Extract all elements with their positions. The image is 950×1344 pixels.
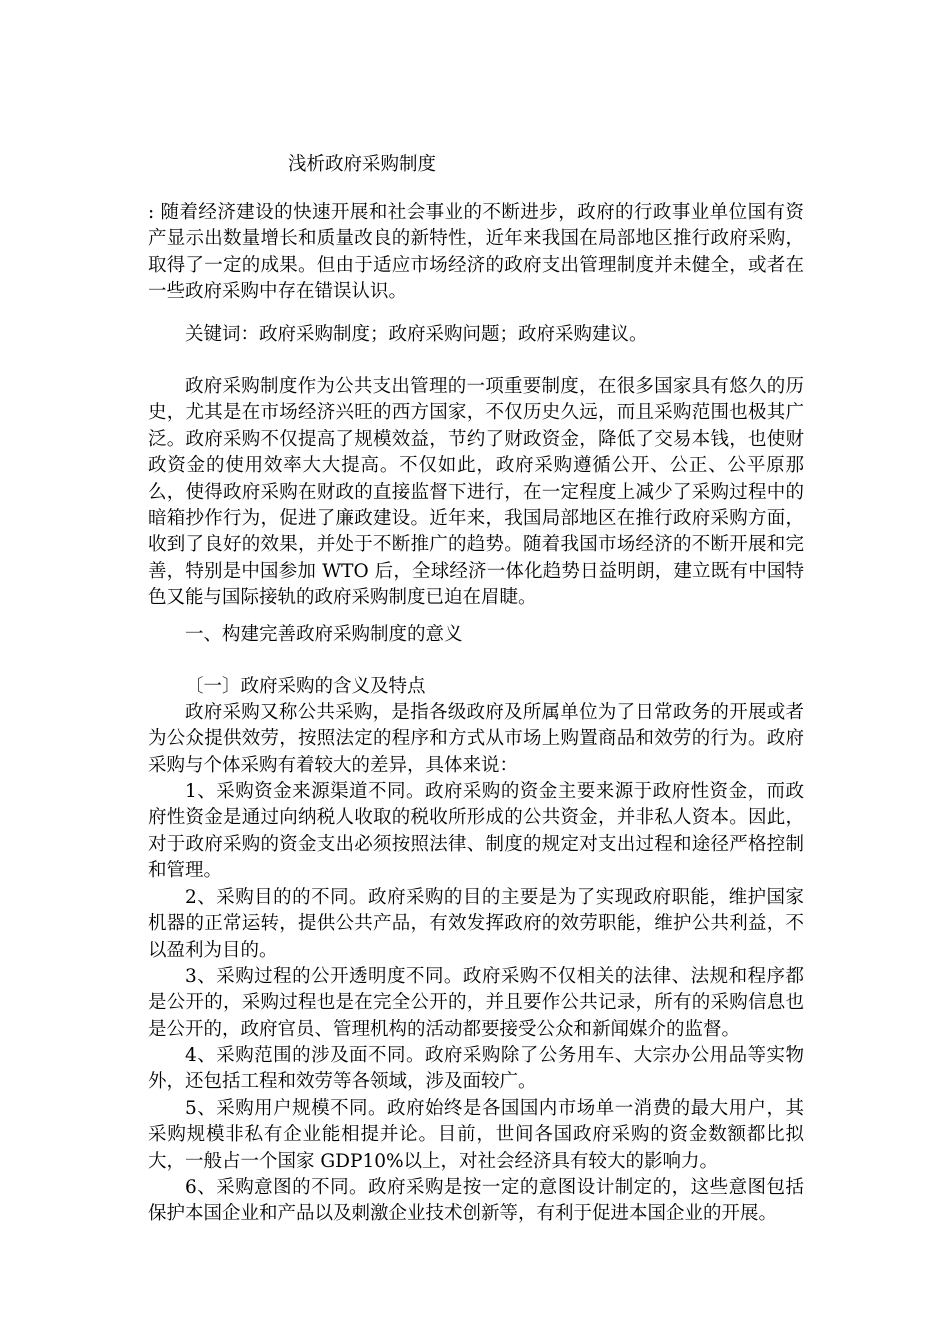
point-paragraph-4: 4、采购范围的涉及面不同。政府采购除了公务用车、大宗办公用品等实物外，还包括工程和效劳等各领域，涉及面较广。 [148, 1045, 804, 1093]
subsection-heading: 〔一〕政府采购的含义及特点 [185, 676, 426, 697]
document-title: 浅析政府采购制度 [288, 154, 437, 175]
point-paragraph-5: 5、采购用户规模不同。政府始终是各国国内市场单一消费的最大用户，其采购规模非私有企业能相提并论。目前，世间各国政府采购的资金数额都比拟大，一般占一个国家 GDP10%以上，对社会经济具有较大的影响力。 [148, 1098, 804, 1172]
abstract-paragraph: : 随着经济建设的快速开展和社会事业的不断进步，政府的行政事业单位国有资产显示出数量增长和质量改良的新特性，近年来我国在局部地区推行政府采购，取得了一定的成果。但由于适应市场经济的政府支出管理制度并未健全，或者在一些政府采购中存在错误认识。 [148, 202, 804, 303]
keywords-line: 关键词：政府采购制度；政府采购问题；政府采购建议。 [185, 324, 648, 345]
point-paragraph-6: 6、采购意图的不同。政府采购是按一定的意图设计制定的，这些意图包括保护本国企业和产品以及刺激企业技术创新等，有利于促进本国企业的开展。 [148, 1177, 804, 1225]
point-paragraph-1: 1、采购资金来源渠道不同。政府采购的资金主要来源于政府性资金，而政府性资金是通过向纳税人收取的税收所形成的公共资金，并非私人资本。因此，对于政府采购的资金支出必须按照法律、制度的规定对支出过程和途径严格控制和管理。 [148, 781, 804, 882]
point-paragraph-2: 2、采购目的的不同。政府采购的目的主要是为了实现政府职能，维护国家机器的正常运转，提供公共产品，有效发挥政府的效劳职能，维护公共利益，不以盈利为目的。 [148, 887, 804, 961]
definition-paragraph: 政府采购又称公共采购，是指各级政府及所属单位为了日常政务的开展或者为公众提供效劳，按照法定的程序和方式从市场上购置商品和效劳的行为。政府采购与个体采购有着较大的差异，具体来说： [148, 702, 804, 776]
intro-paragraph: 政府采购制度作为公共支出管理的一项重要制度，在很多国家具有悠久的历史，尤其是在市场经济兴旺的西方国家，不仅历史久远，而且采购范围也极其广泛。政府采购不仅提高了规模效益，节约了财政资金，降低了交易本钱，也使财政资金的使用效率大大提高。不仅如此，政府采购遵循公开、公正、公平原那么，使得政府采购在财政的直接监督下进行，在一定程度上减少了采购过程中的暗箱抄作行为，促进了廉政建设。近年来，我国局部地区在推行政府采购方面，收到了良好的效果，并处于不断推广的趋势。随着我国市场经济的不断开展和完善，特别是中国参加 WTO 后，全球经济一体化趋势日益明朗，建立既有中国特色又能与国际接轨的政府采购制度已迫在眉睫。 [148, 376, 804, 609]
point-paragraph-3: 3、采购过程的公开透明度不同。政府采购不仅相关的法律、法规和程序都是公开的，采购过程也是在完全公开的，并且要作公共记录，所有的采购信息也是公开的，政府官员、管理机构的活动都要接受公众和新闻媒介的监督。 [148, 966, 804, 1040]
section-heading: 一、构建完善政府采购制度的意义 [185, 624, 463, 645]
